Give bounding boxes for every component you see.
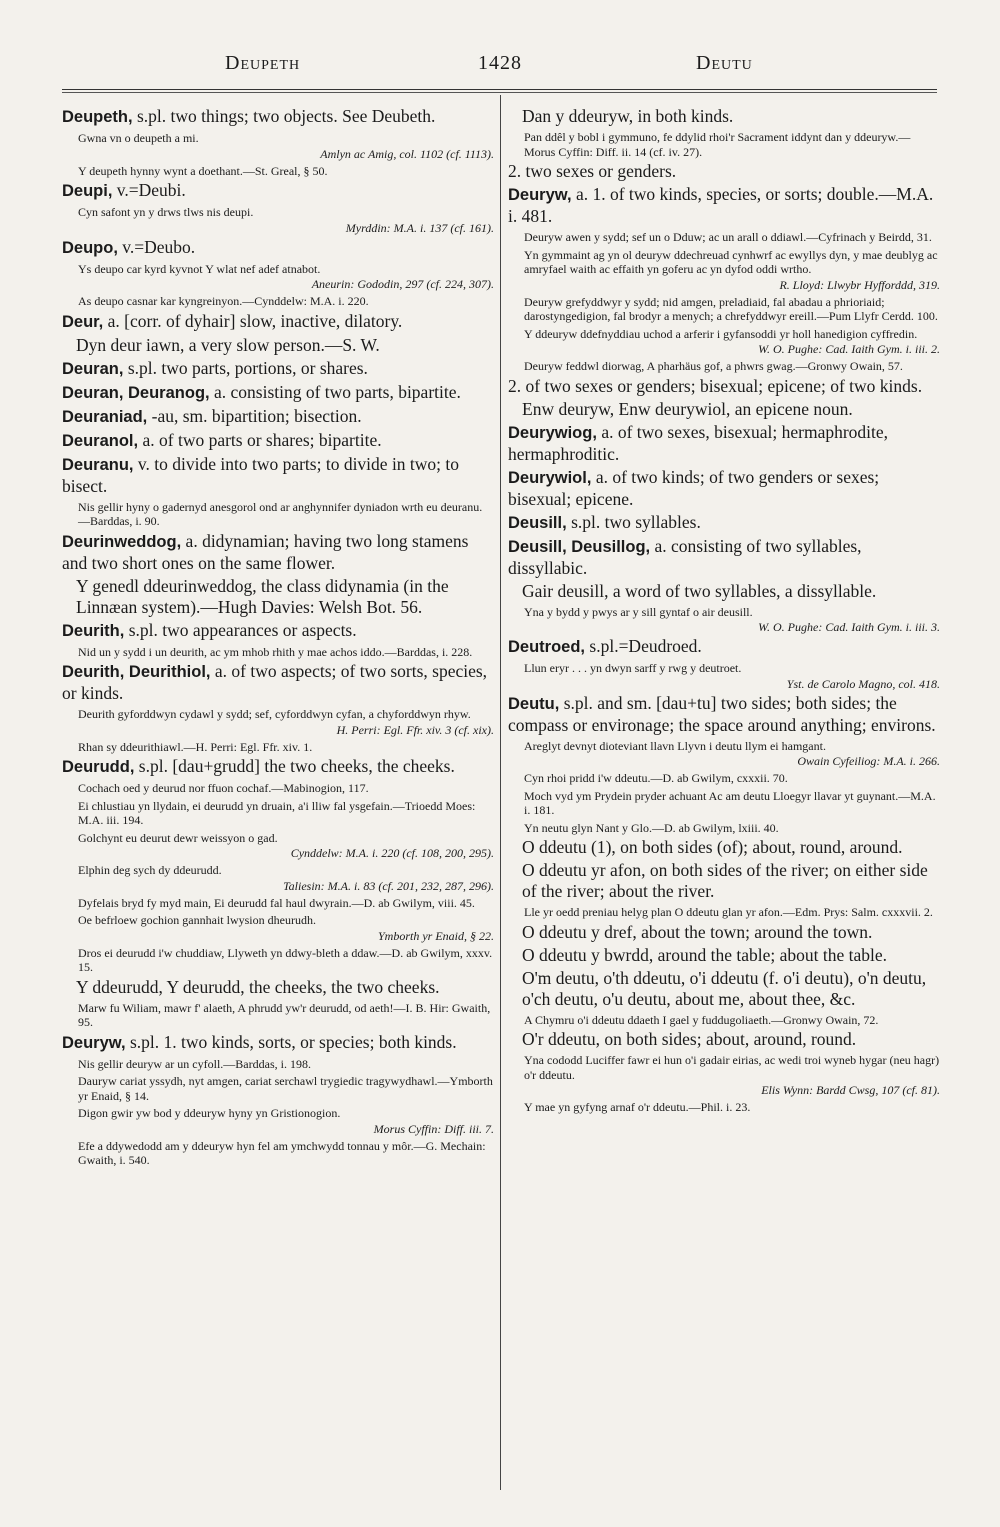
citation-quote: Nid un y sydd i un deurith, ac ym mhob rhith y mae achos iddo.—Barddas, i. 228. xyxy=(78,644,473,659)
citation-quote: Efe a ddywedodd am y ddeuryw hyn fel am ymchwydd tonnau y môr.—G. Mechain: Gwaith, i. 540. xyxy=(78,1138,486,1167)
header-rule-thin xyxy=(62,92,937,93)
entry-definition: a. consisting of two syllables, dissyllabic. xyxy=(508,535,862,578)
dictionary-entry xyxy=(62,358,494,380)
citation-quote: Nis gellir hyny o gadernyd anesgorol ond ar anghynnifer dyniadon wrth eu deuranu.—Barddas, i. 90. xyxy=(78,499,483,528)
citation-source: Owain Cyfeiliog: M.A. i. 266. xyxy=(797,754,940,768)
citation-source: Morus Cyffin: Diff. iii. 7. xyxy=(373,1121,494,1136)
entry-definition: -au, sm. bipartition; bisection. xyxy=(151,405,362,426)
citation-quote: Yn neutu glyn Nant y Glo.—D. ab Gwilym, lxiii. 40. xyxy=(524,820,779,835)
example-phrase: Gair deusill, a word of two syllables, a dissyllable. xyxy=(522,580,877,601)
entry-definition: a. of two kinds; of two genders or sexes; bisexual; epicene. xyxy=(508,466,880,509)
dictionary-entry xyxy=(62,620,494,642)
entry-definition: s.pl. two parts, portions, or shares. xyxy=(127,357,368,378)
entry-headword: Deurinweddog, xyxy=(62,532,182,551)
dictionary-entry xyxy=(62,406,494,428)
entry-definition: a. didynamian; having two long stamens and two short ones on the same flower. xyxy=(62,530,469,573)
entry-definition: a. of two sexes, bisexual; hermaphrodite, hermaphroditic. xyxy=(508,421,889,464)
citation-quote: Ys deupo car kyrd kyvnot Y wlat nef adef atnabot. xyxy=(78,261,321,276)
left-column xyxy=(62,104,494,1169)
citation-quote: Yna cododd Luciffer fawr ei hun o'i gadair eirias, ac wedi troi wyneb hygar (neu hagr) o'r ddeutu. xyxy=(524,1053,940,1082)
dictionary-entry xyxy=(62,237,494,259)
entry-definition: s.pl. two syllables. xyxy=(571,511,701,532)
citation-quote: Nis gellir deuryw ar un cyfoll.—Barddas, i. 198. xyxy=(78,1056,311,1071)
dictionary-entry xyxy=(62,382,494,404)
example-phrase: O ddeutu (1), on both sides (of); about, round, around. xyxy=(522,837,903,857)
citation-source: H. Perri: Egl. Ffr. xiv. 3 (cf. xix). xyxy=(336,722,494,737)
example-phrase: Y ddeurudd, Y deurudd, the cheeks, the two cheeks. xyxy=(76,976,440,997)
entry-headword: Deupo, xyxy=(62,238,118,257)
entry-headword: Deuraniad, xyxy=(62,407,148,426)
dictionary-entry xyxy=(62,180,494,202)
dictionary-entry xyxy=(508,536,940,579)
entry-headword: Deuran, Deuranog, xyxy=(62,383,210,402)
entry-definition: s.pl.=Deudroed. xyxy=(589,636,702,656)
dictionary-entry xyxy=(62,311,494,333)
citation-quote: A Chymru o'i ddeutu ddaeth I gael y fuddugoliaeth.—Gronwy Owain, 72. xyxy=(524,1012,879,1027)
entry-headword: Deuranu, xyxy=(62,455,134,474)
entry-headword: Deurywiog, xyxy=(508,423,597,442)
example-phrase: O'r ddeutu, on both sides; about, around, round. xyxy=(522,1029,857,1049)
entry-headword: Deutu, xyxy=(508,694,560,713)
citation-source: Taliesin: M.A. i. 83 (cf. 201, 232, 287, 296). xyxy=(283,878,494,893)
citation-quote: As deupo casnar kar kyngreinyon.—Cynddelw: M.A. i. 220. xyxy=(78,294,369,308)
citation-source: Aneurin: Gododin, 297 (cf. 224, 307). xyxy=(311,277,494,291)
entry-definition: v.=Deubi. xyxy=(116,180,186,200)
dictionary-entry xyxy=(508,184,940,227)
citation-quote: Deuryw awen y sydd; sef un o Dduw; ac un arall o ddiawl.—Cyfrinach y Beirdd, 31. xyxy=(524,230,932,244)
citation-quote: Areglyt devnyt dioteviant llavn Llyvn i deutu llym ei hamgant. xyxy=(524,738,826,753)
citation-quote: Digon gwir yw bod y ddeuryw hyny yn Gristionogion. xyxy=(78,1106,341,1120)
citation-quote: Yn gymmaint ag yn ol deuryw ddechreuad cynhwrf ac ewyllys dyn, y mae deublyg ac amryfael waith ac effaith yn goferu ac yn dyfod oddi wrtho. xyxy=(524,247,938,276)
entry-headword: Deuran, xyxy=(62,359,124,378)
example-phrase: Y genedl ddeurinweddog, the class didynamia (in the Linnæan system).—Hugh Davies: Welsh Bot. 56. xyxy=(76,575,449,617)
entry-definition: v. to divide into two parts; to divide in two; to bisect. xyxy=(62,453,460,496)
entry-headword: Deuryw, xyxy=(62,1033,126,1052)
page-number: 1428 xyxy=(478,52,522,74)
dictionary-entry xyxy=(62,454,494,497)
entry-definition: s.pl. two appearances or aspects. xyxy=(128,619,357,640)
citation-quote: Ei chlustiau yn llydain, ei deurudd yn druain, a'i lliw fal ysgefain.—Trioedd Moes: M.A. iii. 194. xyxy=(78,798,476,827)
entry-headword: Deurith, xyxy=(62,621,125,640)
entry-definition: a. consisting of two parts, bipartite. xyxy=(213,381,461,402)
dictionary-entry xyxy=(508,467,940,510)
entry-definition: v.=Deubo. xyxy=(122,236,196,257)
entry-headword: Deur, xyxy=(62,312,104,331)
example-phrase: Enw deuryw, Enw deurywiol, an epicene noun. xyxy=(522,398,853,419)
citation-quote: Cochach oed y deurud nor ffuon cochaf.—Mabinogion, 117. xyxy=(78,781,369,795)
dictionary-entry xyxy=(508,636,940,658)
citation-quote: Pan ddêl y bobl i gymmuno, fe ddylid rhoi'r Sacrament iddynt dan y ddeuryw.—Morus Cyffin: Diff. ii. 14 (cf. iv. 27). xyxy=(524,130,911,159)
citation-quote: Marw fu Wiliam, mawr f' alaeth, A phrudd yw'r deurudd, od aeth!—I. B. Hir: Gwaith, 95. xyxy=(78,1000,491,1029)
entry-definition: s.pl. 1. two kinds, sorts, or species; both kinds. xyxy=(129,1031,457,1052)
header-right-guide-word: Deutu xyxy=(696,52,753,74)
citation-quote: Gwna vn o deupeth a mi. xyxy=(78,131,199,145)
citation-quote: Cyn safont yn y drws tlws nis deupi. xyxy=(78,205,254,219)
citation-quote: Oe befrloew gochion gannhait lwysion dheurudh. xyxy=(78,913,316,927)
dictionary-entry xyxy=(62,661,494,704)
dictionary-entry xyxy=(508,693,940,736)
dictionary-entry xyxy=(62,531,494,574)
citation-quote: Golchynt eu deurut dewr weissyon o gad. xyxy=(78,830,278,845)
right-column xyxy=(508,104,940,1116)
citation-source: Yst. de Carolo Magno, col. 418. xyxy=(786,676,940,691)
citation-quote: Lle yr oedd preniau helyg plan O ddeutu glan yr afon.—Edm. Prys: Salm. cxxxvii. 2. xyxy=(524,905,933,919)
entry-headword: Deupi, xyxy=(62,182,113,200)
example-phrase: O ddeutu y dref, about the town; around the town. xyxy=(522,921,873,942)
entry-definition: a. 1. of two kinds, species, or sorts; double.—M.A. i. 481. xyxy=(508,184,934,226)
header-rule xyxy=(62,89,937,90)
entry-headword: Deusill, Deusillog, xyxy=(508,537,651,556)
dictionary-entry xyxy=(508,161,940,182)
entry-definition: s.pl. [dau+grudd] the two cheeks, the cheeks. xyxy=(138,756,455,776)
example-phrase: O ddeutu yr afon, on both sides of the river; on either side of the river; about the river. xyxy=(522,860,928,901)
entry-definition: a. of two aspects; of two sorts, species, or kinds. xyxy=(62,661,488,703)
citation-quote: Yna y bydd y pwys ar y sill gyntaf o air deusill. xyxy=(524,604,753,619)
citation-quote: Llun eryr . . . yn dwyn sarff y rwg y deutroet. xyxy=(524,661,742,675)
citation-quote: Dyfelais bryd fy myd main, Ei deurudd fal haul dwyrain.—D. ab Gwilym, viii. 45. xyxy=(78,895,475,910)
dictionary-entry xyxy=(508,422,940,465)
entry-definition: 2. of two sexes or genders; bisexual; epicene; of two kinds. xyxy=(508,375,923,396)
dictionary-entry xyxy=(508,512,940,534)
entry-headword: Deurith, Deurithiol, xyxy=(62,663,211,681)
example-phrase: Dan y ddeuryw, in both kinds. xyxy=(522,106,734,126)
citation-quote: Y ddeuryw ddefnyddiau uchod a arferir i gyfansoddi yr holl hanedigion cyffredin. xyxy=(524,326,918,341)
citation-quote: Moch vyd ym Prydein pryder achuant Ac am deutu Lloegyr llavar yt guynant.—M.A. i. 181. xyxy=(524,788,936,817)
citation-source: Amlyn ac Amig, col. 1102 (cf. 1113). xyxy=(320,146,494,161)
dictionary-entry xyxy=(62,756,494,778)
citation-source: W. O. Pughe: Cad. Iaith Gym. i. iii. 2. xyxy=(758,342,940,356)
citation-source: Myrddin: M.A. i. 137 (cf. 161). xyxy=(345,220,494,235)
citation-source: Elis Wynn: Bardd Cwsg, 107 (cf. 81). xyxy=(761,1083,940,1097)
entry-headword: Deupeth, xyxy=(62,108,133,126)
entry-definition: 2. two sexes or genders. xyxy=(508,161,677,181)
header-left-guide-word: Deupeth xyxy=(225,52,301,74)
citation-quote: Y mae yn gyfyng arnaf o'r ddeutu.—Phil. i. 23. xyxy=(524,1100,751,1114)
citation-quote: Elphin deg sych dy ddeurudd. xyxy=(78,863,222,877)
entry-definition: s.pl. two things; two objects. See Deubeth. xyxy=(136,106,436,126)
citation-quote: Y deupeth hynny wynt a doethant.—St. Greal, § 50. xyxy=(78,163,328,178)
citation-quote: Rhan sy ddeurithiawl.—H. Perri: Egl. Ffr. xiv. 1. xyxy=(78,739,313,754)
entry-headword: Deutroed, xyxy=(508,638,586,656)
entry-definition: s.pl. and sm. [dau+tu] two sides; both sides; the compass or environage; the space around anything; environs. xyxy=(508,692,936,735)
citation-quote: Cyn rhoi pridd i'w ddeutu.—D. ab Gwilym, cxxxii. 70. xyxy=(524,771,788,785)
citation-source: Ymborth yr Enaid, § 22. xyxy=(377,928,494,943)
citation-source: W. O. Pughe: Cad. Iaith Gym. i. iii. 3. xyxy=(758,620,940,634)
dictionary-entry xyxy=(62,1032,494,1054)
citation-quote: Deuryw feddwl diorwag, A pharhäus gof, a phwrs gwag.—Gronwy Owain, 57. xyxy=(524,359,903,373)
citation-quote: Dros ei deurudd i'w chuddiaw, Llyweth yn ddwy-bleth a ddaw.—D. ab Gwilym, xxxv. 15. xyxy=(78,945,493,974)
example-phrase: O ddeutu y bwrdd, around the table; about the table. xyxy=(522,944,887,965)
example-phrase: O'm deutu, o'th ddeutu, o'i ddeutu (f. o'i deutu), o'n deutu, o'ch deutu, o'u deutu, about me, about thee, &c. xyxy=(522,967,927,1009)
entry-headword: Deurywiol, xyxy=(508,468,592,487)
entry-definition: a. [corr. of dyhair] slow, inactive, dilatory. xyxy=(107,310,403,331)
citation-quote: Deurith gyforddwyn cydawl y sydd; sef, cyforddwyn cyfan, a chyforddwyn rhyw. xyxy=(78,707,471,721)
dictionary-entry xyxy=(62,106,494,128)
citation-quote: Deuryw grefyddwyr y sydd; nid amgen, preladiaid, fal abadau a phrioriaid; darostyngedigion, fal brodyr a menych; a chrefyddwyr ereill.—Pum Llyfr Cerdd. 100. xyxy=(524,294,938,323)
dictionary-entry xyxy=(62,430,494,452)
entry-headword: Deurudd, xyxy=(62,758,135,776)
dictionary-entry xyxy=(508,376,940,397)
entry-definition: a. of two parts or shares; bipartite. xyxy=(142,429,382,450)
citation-quote: Dauryw cariat yssydh, nyt amgen, cariat serchawl trygiedic tragywydhawl.—Ymborth yr Enaid, § 14. xyxy=(78,1074,493,1103)
entry-headword: Deuryw, xyxy=(508,186,572,204)
example-phrase: Dyn deur iawn, a very slow person.—S. W. xyxy=(76,334,380,355)
entry-headword: Deusill, xyxy=(508,513,567,532)
column-divider xyxy=(500,95,501,1490)
citation-source: R. Lloyd: Llwybr Hyfforddd, 319. xyxy=(779,277,940,292)
entry-headword: Deuranol, xyxy=(62,431,139,450)
citation-source: Cynddelw: M.A. i. 220 (cf. 108, 200, 295). xyxy=(290,846,494,860)
running-header xyxy=(0,52,1000,82)
